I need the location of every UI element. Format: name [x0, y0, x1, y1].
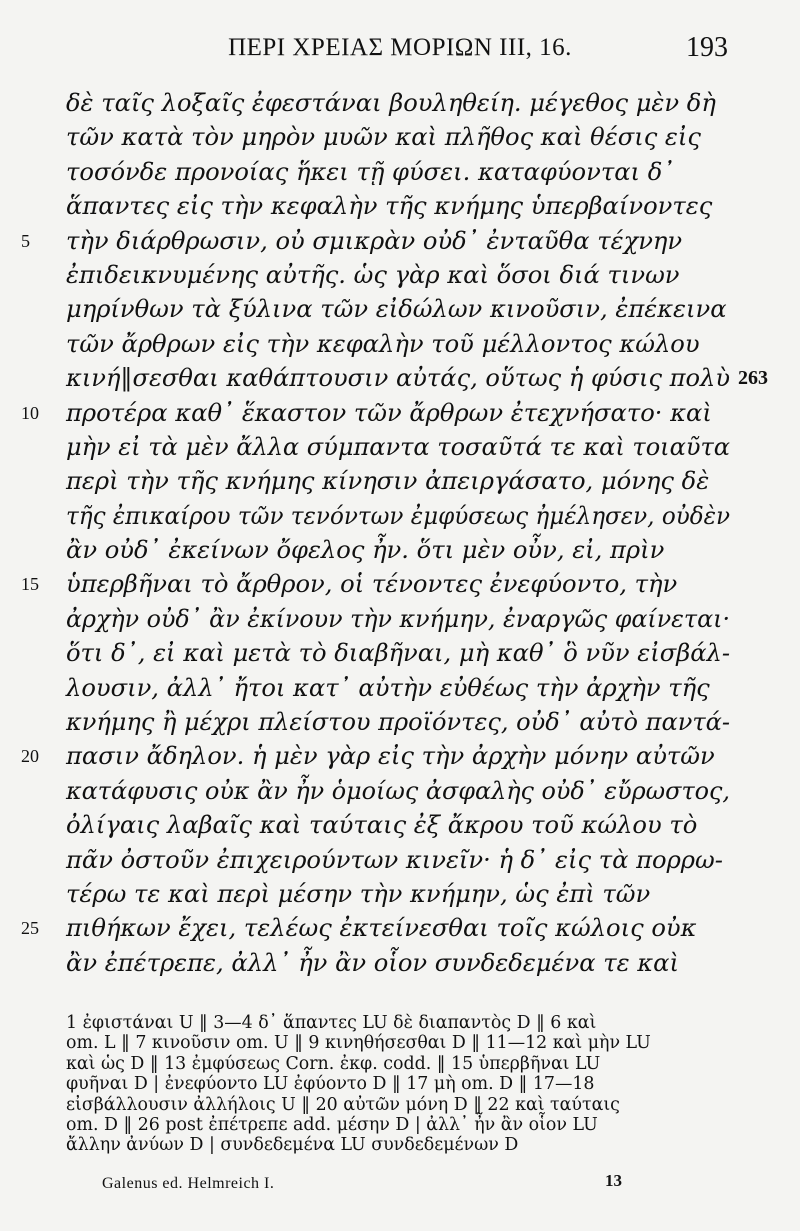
text-line	[0, 739, 800, 773]
text-line	[0, 499, 800, 533]
line-text: λουσιν, ἀλλ᾽ ἤτοι κατ᾽ αὐτὴν εὐθέως τὴν ἀρχὴν τῆς	[66, 673, 710, 702]
line-text: τῶν κατὰ τὸν μηρὸν μυῶν καὶ πλῆθος καὶ θέσις εἰς	[66, 123, 701, 152]
text-line	[0, 774, 800, 808]
apparatus-line: φυῆναι D | ἐνεφύοντο LU ἐφύοντο D ‖ 17 μὴ om. D ‖ 17—18	[66, 1074, 595, 1095]
line-number: 25	[21, 918, 39, 939]
apparatus-line: om. L ‖ 7 κινοῦσιν om. U ‖ 9 κινηθήσεσθαι D ‖ 11—12 καὶ μὴν LU	[66, 1033, 651, 1054]
apparatus-line: καὶ ὡς D ‖ 13 ἐμφύσεως Corn. ἐκφ. codd. ‖ 15 ὑπερβῆναι LU	[66, 1053, 601, 1074]
text-line	[0, 86, 800, 120]
text-line	[0, 705, 800, 739]
text-line	[0, 533, 800, 567]
text-line	[0, 430, 800, 464]
text-line	[0, 946, 800, 980]
text-line	[0, 843, 800, 877]
line-text: πασιν ἄδηλον. ἡ μὲν γὰρ εἰς τὴν ἀρχὴν μόνην αὐτῶν	[66, 742, 715, 771]
line-text: κατάφυσις οὐκ ἂν ἦν ὁμοίως ἀσφαλὴς οὐδ᾽ εὔρωστος,	[66, 776, 730, 805]
line-text: τῆς ἐπικαίρου τῶν τενόντων ἐμφύσεως ἠμέλησεν, οὐδὲν	[66, 501, 730, 530]
line-text: κνήμης ἢ μέχρι πλείστου προϊόντες, οὐδ᾽ αὐτὸ παντά-	[66, 708, 730, 737]
text-line	[0, 808, 800, 842]
text-line	[0, 155, 800, 189]
main-text	[0, 86, 800, 980]
line-text: δὲ ταῖς λοξαῖς ἐφεστάναι βουληθείη. μέγεθος μὲν δὴ	[66, 89, 716, 117]
line-text: κινή‖σεσθαι καθάπτουσιν αὐτάς, οὕτως ἡ φύσις πολὺ	[66, 364, 730, 393]
text-line	[0, 396, 800, 430]
line-text: πᾶν ὀστοῦν ἐπιχειρούντων κινεῖν· ἡ δ᾽ εἰς τὰ πορρω-	[66, 845, 723, 874]
line-text: ἀρχὴν οὐδ᾽ ἂν ἐκίνουν τὴν κνήμην, ἐναργῶς φαίνεται·	[66, 604, 730, 633]
apparatus-line: 1 ἐφιστάναι U ‖ 3—4 δ᾽ ἅπαντες LU δὲ διαπαντὸς D ‖ 6 καὶ	[66, 1013, 597, 1033]
line-text: ἂν ἐπέτρεπε, ἀλλ᾽ ἦν ἂν οἷον συνδεδεμένα τε καὶ	[66, 948, 679, 977]
signature-mark: 13	[605, 1171, 622, 1190]
running-head: ΠΕΡΙ ΧΡΕΙΑΣ ΜΟΡΙΩΝ III, 16.	[228, 34, 572, 61]
text-line	[0, 120, 800, 154]
text-line	[0, 189, 800, 223]
text-line	[0, 636, 800, 670]
line-number: 10	[21, 402, 39, 423]
line-text: προτέρα καθ᾽ ἕκαστον τῶν ἄρθρων ἐτεχνήσατο· καὶ	[66, 398, 712, 427]
text-line	[0, 567, 800, 601]
line-text: τοσόνδε προνοίας ἥκει τῇ φύσει. καταφύονται δ᾽	[66, 157, 675, 186]
line-number: 5	[21, 230, 30, 251]
apparatus-line: εἰσβάλλουσιν ἀλλήλοις U ‖ 20 αὐτῶν μόνη D ‖ 22 καὶ ταύταις	[66, 1094, 620, 1115]
line-text: ἂν οὐδ᾽ ἐκείνων ὄφελος ἦν. ὅτι μὲν οὖν, εἰ, πρὶν	[66, 536, 665, 565]
line-text: τέρω τε καὶ περὶ μέσην τὴν κνήμην, ὡς ἐπὶ τῶν	[66, 879, 651, 908]
text-line	[0, 327, 800, 361]
apparatus-line: om. D ‖ 26 post ἐπέτρεπε add. μέσην D | ἀλλ᾽ ἦν ἂν οἷον LU	[66, 1114, 598, 1135]
text-line	[0, 292, 800, 326]
margin-page-reference: 263	[738, 367, 768, 390]
line-text: πιθήκων ἔχει, τελέως ἐκτείνεσθαι τοῖς κώλοις οὐκ	[66, 914, 697, 943]
text-line	[0, 671, 800, 705]
line-text: τὴν διάρθρωσιν, οὐ σμικρὰν οὐδ᾽ ἐνταῦθα τέχνην	[66, 226, 683, 255]
line-text: ὀλίγαις λαβαῖς καὶ ταύταις ἐξ ἄκρου τοῦ κώλου τὸ	[66, 811, 698, 840]
signature-line: Galenus ed. Helmreich I.	[102, 1175, 275, 1192]
text-line	[0, 464, 800, 498]
line-text: τῶν ἄρθρων εἰς τὴν κεφαλὴν τοῦ μέλλοντος κώλου	[66, 329, 700, 358]
critical-apparatus	[66, 1013, 746, 1156]
line-text: μὴν εἰ τὰ μὲν ἄλλα σύμπαντα τοσαῦτά τε καὶ τοιαῦτα	[66, 432, 730, 461]
line-text: ὑπερβῆναι τὸ ἄρθρον, οἱ τένοντες ἐνεφύοντο, τὴν	[66, 570, 678, 599]
text-line	[0, 877, 800, 911]
page-number: 193	[686, 32, 728, 63]
text-line	[0, 911, 800, 945]
line-number: 20	[21, 746, 39, 767]
line-text: ἐπιδεικνυμένης αὐτῆς. ὡς γὰρ καὶ ὅσοι διά τινων	[66, 260, 680, 289]
text-line	[0, 602, 800, 636]
line-text: περὶ τὴν τῆς κνήμης κίνησιν ἀπειργάσατο, μόνης δὲ	[66, 467, 710, 496]
apparatus-line: ἄλλην ἀνύων D | συνδεδεμένα LU συνδεδεμένων D	[66, 1135, 519, 1156]
text-line	[0, 224, 800, 258]
text-line	[0, 258, 800, 292]
line-text: ὅτι δ᾽, εἰ καὶ μετὰ τὸ διαβῆναι, μὴ καθ᾽ ὃ νῦν εἰσβάλ-	[66, 639, 730, 668]
line-text: μηρίνθων τὰ ξύλινα τῶν εἰδώλων κινοῦσιν, ἐπέκεινα	[66, 295, 727, 324]
text-line	[0, 361, 800, 395]
line-number: 15	[21, 574, 39, 595]
line-text: ἅπαντες εἰς τὴν κεφαλὴν τῆς κνήμης ὑπερβαίνοντες	[66, 192, 713, 221]
